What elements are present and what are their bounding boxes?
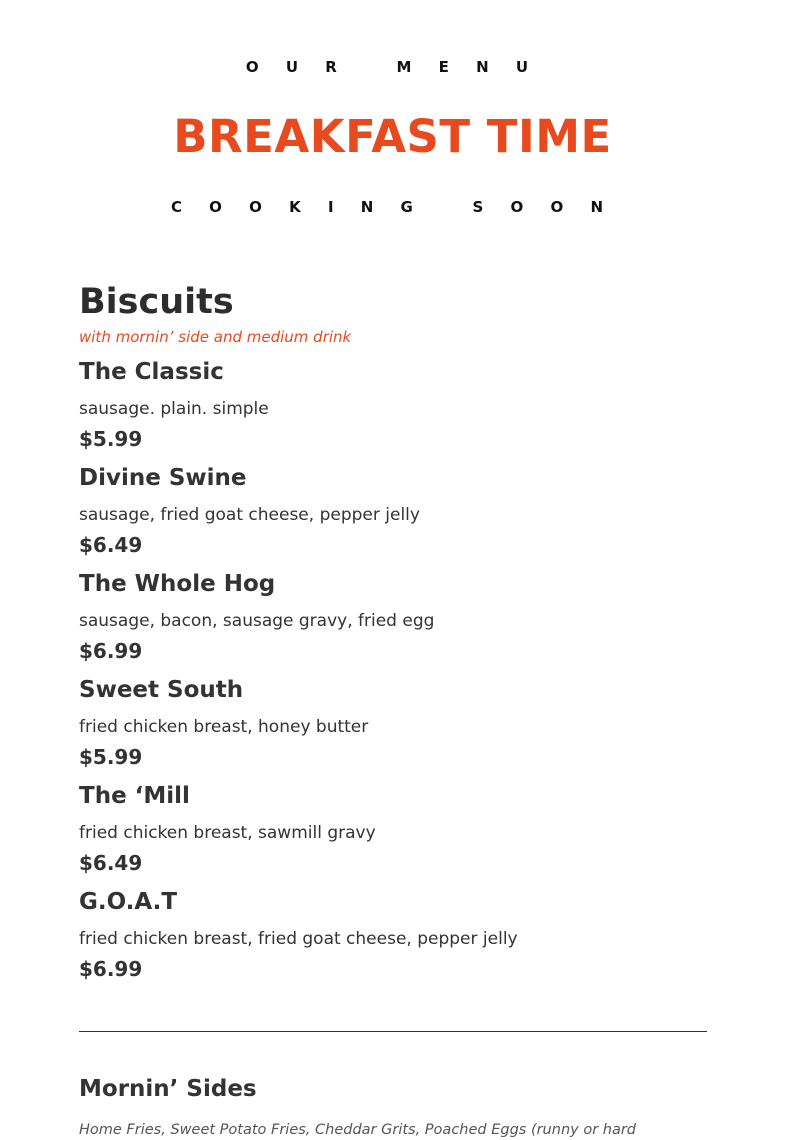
menu-item-name: Sweet South xyxy=(79,677,244,703)
menu-item-name: The ‘Mill xyxy=(79,783,190,809)
menu-item-name: The Classic xyxy=(79,359,224,385)
eyebrow-text: O U R M E N U xyxy=(245,58,540,76)
menu-item xyxy=(79,887,707,993)
sides-list: Home Fries, Sweet Potato Fries, Cheddar Grits, Poached Eggs (runny or hard xyxy=(79,1122,637,1138)
page-title: BREAKFAST TIME xyxy=(173,110,612,163)
biscuits-section xyxy=(79,276,707,993)
menu-item xyxy=(79,463,707,569)
menu-item-price: $6.99 xyxy=(79,957,143,981)
tagline-text: C O O K I N G S O O N xyxy=(170,198,615,216)
section-title: Biscuits xyxy=(79,282,234,322)
menu-eyebrow xyxy=(0,58,785,76)
section-subtitle: with mornin’ side and medium drink xyxy=(79,328,352,346)
menu-item xyxy=(79,781,707,887)
menu-item-price: $6.49 xyxy=(79,533,143,557)
menu-item-price: $5.99 xyxy=(79,427,143,451)
menu-item-description: fried chicken breast, honey butter xyxy=(79,717,369,737)
sides-title: Mornin’ Sides xyxy=(79,1076,257,1102)
menu-item-description: fried chicken breast, fried goat cheese, pepper jelly xyxy=(79,929,518,949)
menu-item-price: $5.99 xyxy=(79,745,143,769)
menu-item-name: G.O.A.T xyxy=(79,889,178,915)
section-divider xyxy=(79,1031,707,1032)
menu-item xyxy=(79,675,707,781)
menu-item xyxy=(79,357,707,463)
menu-item-name: The Whole Hog xyxy=(79,571,276,597)
menu-item-description: fried chicken breast, sawmill gravy xyxy=(79,823,376,843)
menu-item-description: sausage. plain. simple xyxy=(79,399,269,419)
menu-item xyxy=(79,569,707,675)
menu-item-price: $6.99 xyxy=(79,639,143,663)
menu-tagline xyxy=(0,198,785,216)
menu-item-description: sausage, fried goat cheese, pepper jelly xyxy=(79,505,420,525)
menu-item-price: $6.49 xyxy=(79,851,143,875)
menu-item-description: sausage, bacon, sausage gravy, fried egg xyxy=(79,611,435,631)
menu-item-list xyxy=(79,357,707,993)
menu-item-name: Divine Swine xyxy=(79,465,247,491)
